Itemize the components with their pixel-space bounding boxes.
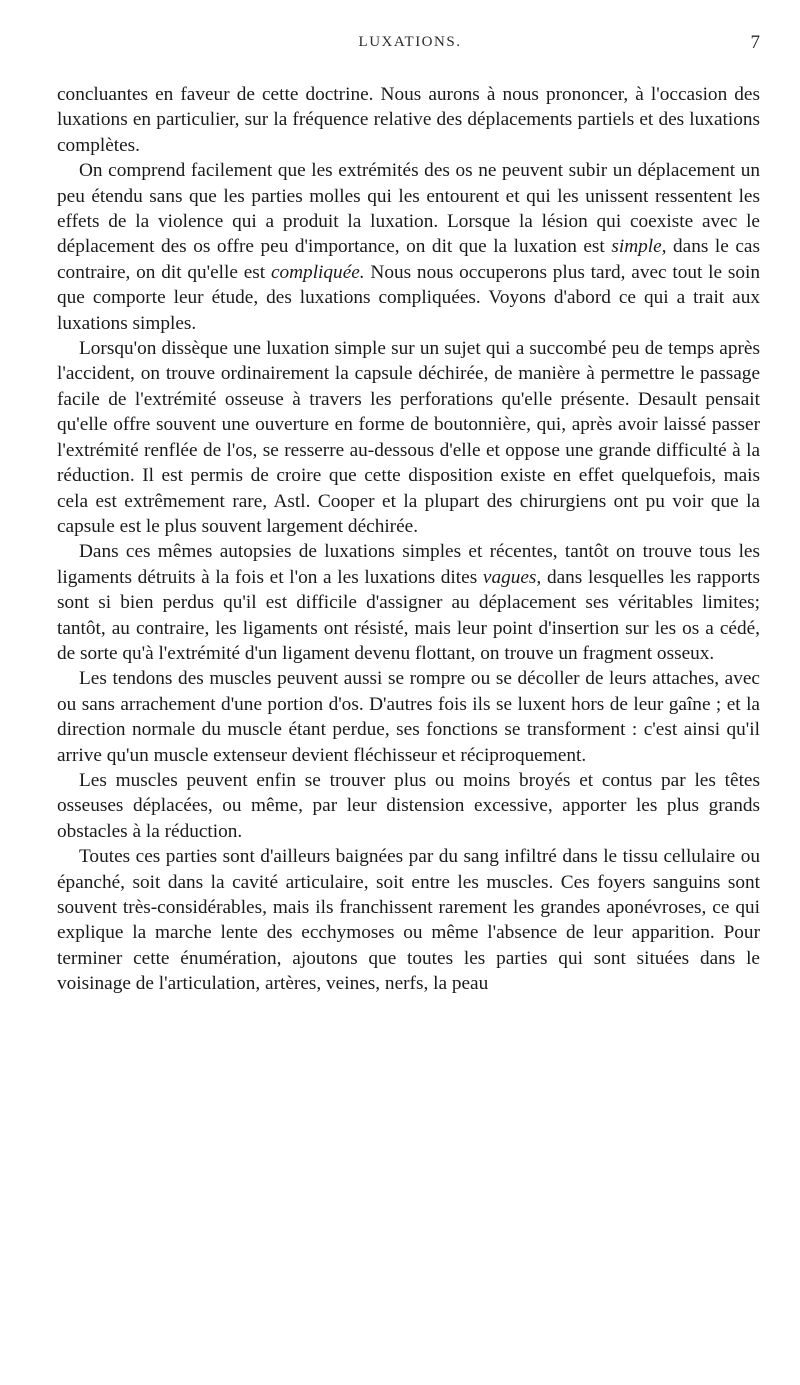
paragraph [57, 336, 760, 539]
paragraph [57, 539, 760, 666]
paragraph [57, 768, 760, 844]
paragraph [57, 844, 760, 996]
italic-term: simple, [611, 236, 667, 258]
text-run: On comprend facilement que les extrémités des os ne peuvent subir un déplacement un peu étendu sans que les parties molles qui les entourent et qui les unissent ressentent les effets de la violence qui a produit la luxation. Lorsque la lésion qui coexiste avec le déplacement des os offre peu d'importance, on dit que la luxation est [57, 160, 760, 258]
text-run: Les muscles peuvent enfin se trouver plus ou moins broyés et contus par les têtes osseuses déplacées, ou même, par leur distension excessive, apporter les plus grands obstacles à la réduction. [57, 769, 760, 842]
text-run: Toutes ces parties sont d'ailleurs baignées par du sang infiltré dans le tissu cellulaire ou épanché, soit dans la cavité articulaire, soit entre les muscles. Ces foyers sanguins sont souvent très-considérables, mais ils franchissent rarement les grandes aponévroses, ce qui explique la marche lente des ecchymoses ou même l'absence de leur apparition. Pour terminer cette énumération, ajoutons que toutes les parties qui sont situées dans le voisinage de l'articulation, artères, veines, nerfs, la peau [57, 846, 760, 995]
running-head [60, 34, 760, 64]
paragraph [57, 666, 760, 768]
text-run: Nous nous occuperons plus tard, avec tout le soin que comporte leur étude, des luxations compliquées. Voyons d'abord ce qui a trait aux luxations simples. [57, 261, 761, 334]
page-number: 7 [750, 32, 760, 53]
italic-term: compliquée. [270, 261, 365, 283]
text-run: concluantes en faveur de cette doctrine. Nous aurons à nous prononcer, à l'occasion des luxations en particulier, sur la fréquence relative des déplacements partiels et des luxations complètes. [57, 84, 760, 156]
paragraph [57, 158, 760, 336]
running-title: LUXATIONS. [358, 34, 462, 50]
italic-term: vagues, [482, 566, 542, 588]
text-run: dans lesquelles les rapports sont si bien perdus qu'il est difficile d'assigner au déplacement ses véritables limites; tantôt, au contraire, les ligaments ont résisté, mais leur point d'insertion sur les os a cédé, de sorte qu'à l'extrémité d'un ligament devenu flottant, on trouve un fragment osseux. [57, 566, 760, 664]
text-run: Dans ces mêmes autopsies de luxations simples et récentes, tantôt on trouve tous les ligaments détruits à la fois et l'on a les luxations dites [57, 541, 760, 588]
text-run: Les tendons des muscles peuvent aussi se rompre ou se décoller de leurs attaches, avec ou sans arrachement d'une portion d'os. D'autres fois ils se luxent hors de leur gaîne ; et la direction normale du muscle étant perdue, ses fonctions se transforment : c'est ainsi qu'il arrive qu'un muscle extenseur devient fléchisseur et réciproquement. [57, 668, 760, 766]
text-run: dans le cas contraire, on dit qu'elle est [57, 236, 760, 283]
paragraph [57, 82, 760, 158]
body-text [57, 82, 760, 997]
text-run: Lorsqu'on dissèque une luxation simple sur un sujet qui a succombé peu de temps après l'accident, on trouve ordinairement la capsule déchirée, de manière à permettre le passage facile de l'extrémité osseuse à travers les perforations qu'elle présente. Desault pensait qu'elle offre souvent une ouverture en forme de boutonnière, qui, après avoir laissé passer l'extrémité renflée de l'os, se resserre au-dessous d'elle et oppose une grande difficulté à la réduction. Il est permis de croire que cette disposition existe en effet quelquefois, mais cela est extrêmement rare, Astl. Cooper et la plupart des chirurgiens ont pu voir que la capsule est le plus souvent largement déchirée. [57, 338, 760, 537]
